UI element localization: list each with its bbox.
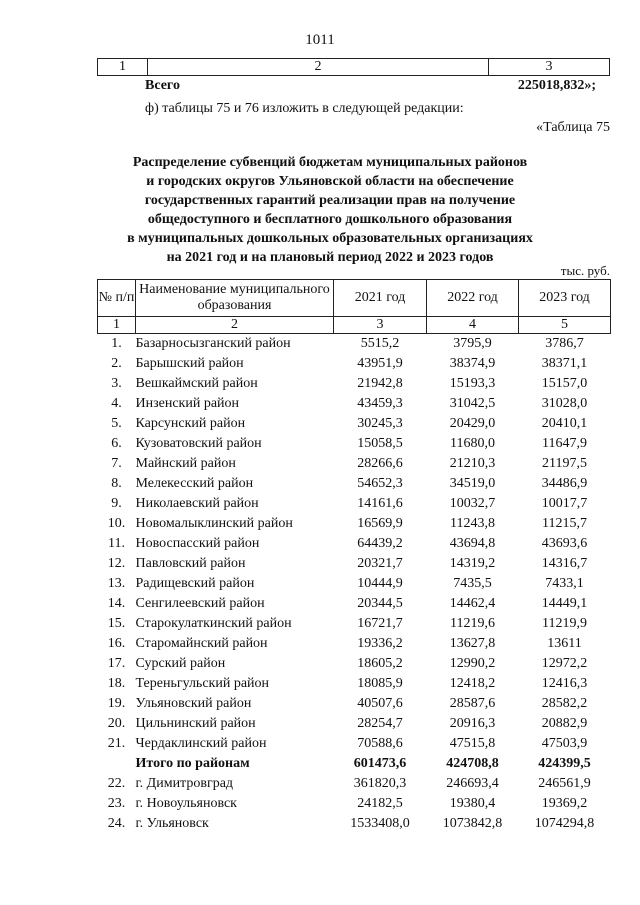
row-value-2022: 19380,4 (449, 796, 496, 811)
row-value-2022: 14319,2 (449, 556, 496, 571)
col-number-4: 4 (427, 317, 519, 334)
row-number: 19. (107, 696, 126, 711)
prev-total-label: Всего (145, 78, 180, 93)
row-value-2021: 21942,8 (357, 376, 403, 391)
row-number: 7. (111, 456, 122, 471)
row-number: 3. (111, 376, 122, 391)
row-name: Инзенский район (135, 396, 240, 411)
row-value-2022: 15193,3 (449, 376, 496, 391)
row-value-2023: 15157,0 (541, 376, 588, 391)
row-number: 21. (107, 736, 126, 751)
row-value-2023: 38371,1 (541, 356, 588, 371)
row-name: Чердаклинский район (135, 736, 267, 751)
row-value-2023: 43693,6 (541, 536, 588, 551)
row-value-2023: 14449,1 (541, 596, 588, 611)
row-value-2021: 54652,3 (357, 476, 403, 491)
col-number-3: 3 (334, 317, 427, 334)
col-header-2021: 2021 год (334, 280, 427, 317)
row-value-2022: 11219,6 (450, 616, 495, 631)
table-row (98, 374, 611, 394)
table-row (98, 674, 611, 694)
row-value-2023: 7433,1 (545, 576, 584, 591)
row-name: Майнский район (135, 456, 236, 471)
row-value-2021: 18085,9 (357, 676, 403, 691)
row-name: Старомайнский район (135, 636, 268, 651)
row-value-2023: 11647,9 (542, 436, 587, 451)
col-header-2022: 2022 год (427, 280, 519, 317)
table-reference: «Таблица 75 (536, 120, 610, 135)
row-value-2021: 10444,9 (357, 576, 403, 591)
row-value-2023: 21197,5 (542, 456, 587, 471)
row-value-2023: 10017,7 (541, 496, 588, 511)
row-value-2021: 5515,2 (360, 336, 400, 351)
table-row (98, 794, 611, 814)
row-value-2021: 1533408,0 (350, 816, 410, 831)
row-value-2021: 16569,9 (357, 516, 403, 531)
col-number-5: 5 (519, 317, 611, 334)
prev-col-1: 1 (98, 59, 148, 76)
row-value-2023: 34486,9 (541, 476, 588, 491)
row-value-2022: 246693,4 (446, 776, 499, 791)
row-name: Новоспасский район (135, 536, 260, 551)
row-value-2023: 14316,7 (541, 556, 588, 571)
row-name: Карсунский район (135, 416, 246, 431)
table-row (98, 394, 611, 414)
row-number: 18. (107, 676, 126, 691)
table-row (98, 494, 611, 514)
row-value-2022: 20916,3 (449, 716, 496, 731)
row-number: 15. (107, 616, 126, 631)
col-header-2023: 2023 год (519, 280, 611, 317)
row-value-2021: 28266,6 (357, 456, 403, 471)
row-name: Базарносызганский район (135, 336, 291, 351)
table-row (98, 614, 611, 634)
row-value-2021: 14161,6 (357, 496, 403, 511)
page-number: 1011 (305, 32, 335, 48)
row-value-2023: 31028,0 (541, 396, 588, 411)
row-value-2022: 38374,9 (449, 356, 496, 371)
row-number: 6. (111, 436, 122, 451)
row-value-2022: 11680,0 (450, 436, 495, 451)
row-number: 20. (107, 716, 126, 731)
row-number: 23. (107, 796, 126, 811)
table-row (98, 454, 611, 474)
row-name: г. Ульяновск (135, 816, 209, 831)
row-number: 1. (111, 336, 122, 351)
row-value-2022: 14462,4 (449, 596, 496, 611)
row-value-2021: 361820,3 (353, 776, 407, 791)
table-row (98, 814, 611, 834)
table-row (98, 714, 611, 734)
col-header-name: Наименование муниципального образования (136, 280, 334, 317)
table-row (98, 574, 611, 594)
row-value-2022: 34519,0 (449, 476, 496, 491)
row-number: 9. (111, 496, 122, 511)
col-header-num: № п/п (98, 280, 136, 317)
row-number: 10. (107, 516, 126, 531)
row-value-2022: 12418,2 (449, 676, 496, 691)
row-name: Цильнинский район (135, 716, 256, 731)
row-name: Николаевский район (135, 496, 259, 511)
row-value-2022: 47515,8 (449, 736, 496, 751)
row-number: 14. (107, 596, 126, 611)
row-value-2021: 601473,6 (353, 756, 407, 771)
row-value-2022: 424708,8 (446, 756, 499, 771)
row-value-2022: 11243,8 (450, 516, 495, 531)
row-name: Тереньгульский район (135, 676, 270, 691)
row-name: Вешкаймский район (135, 376, 258, 391)
row-number: 8. (111, 476, 122, 491)
row-value-2021: 28254,7 (357, 716, 403, 731)
row-value-2023: 1074294,8 (534, 816, 595, 831)
table-row (98, 534, 611, 554)
table-row (98, 334, 611, 355)
amendment-instruction: ф) таблицы 75 и 76 изложить в следующей редакции: (145, 101, 464, 116)
table-row (98, 434, 611, 454)
prev-col-3: 3 (489, 59, 610, 76)
title-line: на 2021 год и на плановый период 2022 и 2023 годов (166, 250, 494, 265)
row-value-2021: 20344,5 (357, 596, 403, 611)
row-number: 11. (108, 536, 125, 551)
title-line: в муниципальных дошкольных образовательных организациях (127, 231, 533, 246)
row-value-2021: 40507,6 (357, 696, 403, 711)
row-value-2022: 3795,9 (453, 336, 492, 351)
row-value-2023: 20410,1 (541, 416, 588, 431)
title-line: общедоступного и бесплатного дошкольного образования (147, 212, 513, 227)
row-number (98, 754, 136, 774)
title-line: и городских округов Ульяновской области на обеспечение (146, 174, 514, 189)
document-title (90, 153, 570, 267)
title-line: государственных гарантий реализации прав на получение (144, 193, 516, 208)
row-name: г. Новоульяновск (135, 796, 237, 811)
table-row (98, 694, 611, 714)
table-row (98, 594, 611, 614)
subtotal-row (98, 754, 611, 774)
title-line: Распределение субвенций бюджетам муниципальных районов (132, 155, 528, 170)
row-value-2021: 15058,5 (357, 436, 403, 451)
row-value-2022: 31042,5 (449, 396, 496, 411)
row-name: Сенгилеевский район (135, 596, 265, 611)
table-row (98, 474, 611, 494)
row-value-2021: 16721,7 (357, 616, 403, 631)
row-value-2023: 28582,2 (541, 696, 588, 711)
prev-total-value: 225018,832»; (517, 78, 596, 93)
row-value-2021: 64439,2 (357, 536, 403, 551)
row-value-2023: 246561,9 (538, 776, 591, 791)
row-value-2023: 12416,3 (541, 676, 588, 691)
row-value-2022: 21210,3 (449, 456, 496, 471)
row-value-2021: 30245,3 (357, 416, 403, 431)
row-value-2023: 19369,2 (541, 796, 588, 811)
row-value-2023: 424399,5 (538, 756, 591, 771)
row-number: 5. (111, 416, 122, 431)
row-name: Павловский район (135, 556, 246, 571)
row-name: Барышский район (135, 356, 244, 371)
row-value-2023: 11219,9 (542, 616, 587, 631)
row-value-2021: 43459,3 (357, 396, 403, 411)
row-name: Новомалыклинский район (135, 516, 293, 531)
row-number: 2. (111, 356, 122, 371)
col-number-1: 1 (98, 317, 136, 334)
row-value-2022: 1073842,8 (442, 816, 503, 831)
row-number: 17. (107, 656, 126, 671)
row-value-2022: 7435,5 (453, 576, 492, 591)
table-row (98, 514, 611, 534)
row-value-2022: 28587,6 (449, 696, 496, 711)
row-value-2023: 47503,9 (541, 736, 588, 751)
row-value-2023: 11215,7 (542, 516, 587, 531)
row-name: Старокулаткинский район (135, 616, 292, 631)
table-row (98, 634, 611, 654)
row-value-2021: 43951,9 (357, 356, 403, 371)
row-value-2023: 3786,7 (545, 336, 584, 351)
table-row (98, 774, 611, 794)
row-value-2021: 70588,6 (357, 736, 403, 751)
row-value-2021: 18605,2 (357, 656, 403, 671)
row-name: г. Димитровград (135, 776, 234, 791)
row-value-2022: 13627,8 (449, 636, 496, 651)
row-value-2021: 20321,7 (357, 556, 403, 571)
unit-label: тыс. руб. (560, 263, 610, 278)
row-name: Сурский район (135, 656, 226, 671)
row-value-2023: 20882,9 (541, 716, 588, 731)
row-number: 4. (111, 396, 122, 411)
row-name: Мелекесский район (135, 476, 254, 491)
row-number: 12. (107, 556, 126, 571)
row-value-2023: 12972,2 (541, 656, 588, 671)
table-row (98, 414, 611, 434)
row-value-2023: 13611 (547, 636, 582, 651)
row-number: 16. (107, 636, 126, 651)
row-name: Кузоватовский район (135, 436, 262, 451)
row-value-2022: 43694,8 (449, 536, 496, 551)
subsidy-table (97, 279, 611, 834)
row-value-2021: 19336,2 (357, 636, 403, 651)
row-name: Ульяновский район (135, 696, 252, 711)
prev-col-2: 2 (148, 59, 489, 76)
row-value-2022: 12990,2 (449, 656, 496, 671)
row-name: Радищевский район (135, 576, 255, 591)
previous-table-header (97, 58, 610, 76)
table-row (98, 554, 611, 574)
table-row (98, 354, 611, 374)
col-number-2: 2 (136, 317, 334, 334)
row-value-2021: 24182,5 (357, 796, 403, 811)
row-number: 13. (107, 576, 126, 591)
table-body (98, 334, 611, 835)
row-number: 24. (107, 816, 126, 831)
table-row (98, 734, 611, 754)
row-value-2022: 10032,7 (449, 496, 496, 511)
table-row (98, 654, 611, 674)
row-number: 22. (107, 776, 126, 791)
row-value-2022: 20429,0 (449, 416, 496, 431)
row-name: Итого по районам (135, 756, 250, 771)
